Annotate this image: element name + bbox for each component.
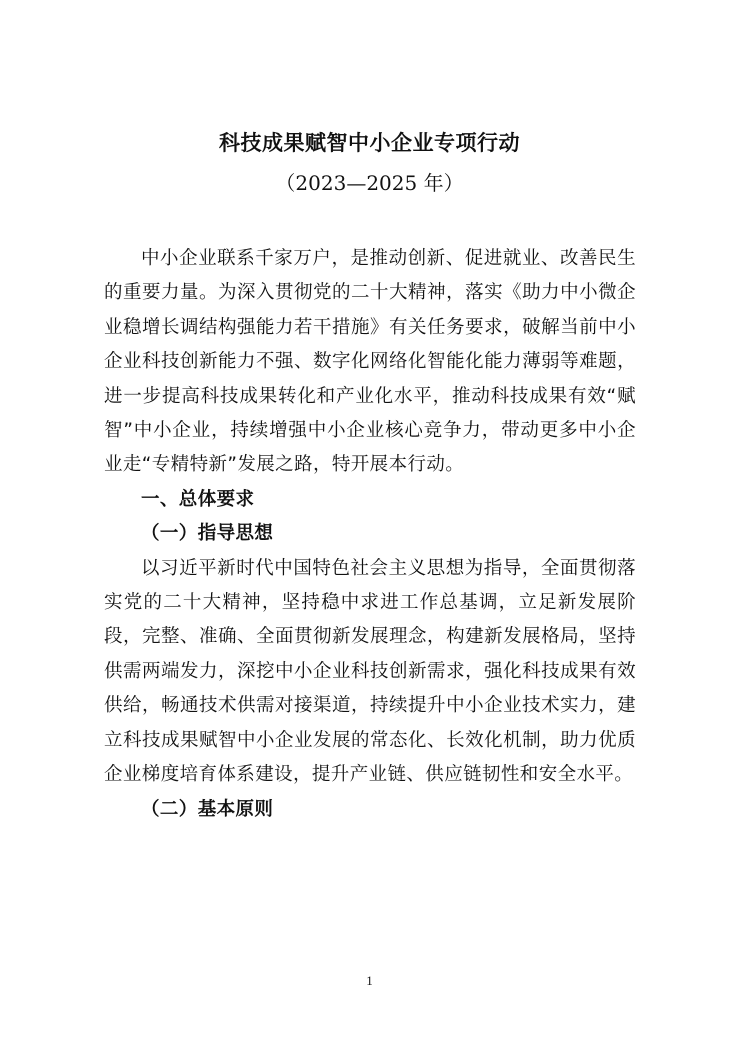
document-title: 科技成果赋智中小企业专项行动 xyxy=(219,130,520,155)
subsection-heading-basic-principles: （二）基本原则 xyxy=(141,798,274,820)
page-number: 1 xyxy=(366,973,373,988)
subsection-heading-guiding-thought: （一）指导思想 xyxy=(141,523,274,545)
document-subtitle: （2023—2025 年） xyxy=(275,171,464,195)
document-body xyxy=(104,242,636,827)
guiding-thought-paragraph: 以习近平新时代中国特色社会主义思想为指导，全面贯彻落实党的二十大精神，坚持稳中求进工作总基调，立足新发展阶段，完整、准确、全面贯彻新发展理念，构建新发展格局，坚持供需两端发力，深挖中小企业科技创新需求，强化科技成果有效供给，畅通技术供需对接渠道，持续提升中小企业技术实力，建立科技成果赋智中小企业发展的常态化、长效化机制，助力优质企业梯度培育体系建设，提升产业链、供应链韧性和安全水平。 xyxy=(104,557,636,786)
section-heading-general-requirements: 一、总体要求 xyxy=(141,488,255,510)
intro-paragraph: 中小企业联系千家万户，是推动创新、促进就业、改善民生的重要力量。为深入贯彻党的二十大精神，落实《助力中小微企业稳增长调结构强能力若干措施》有关任务要求，破解当前中小企业科技创新能力不强、数字化网络化智能化能力薄弱等难题，进一步提高科技成果转化和产业化水平，推动科技成果有效“赋智”中小企业，持续增强中小企业核心竞争力，带动更多中小企业走“专精特新”发展之路，特开展本行动。 xyxy=(104,248,636,476)
